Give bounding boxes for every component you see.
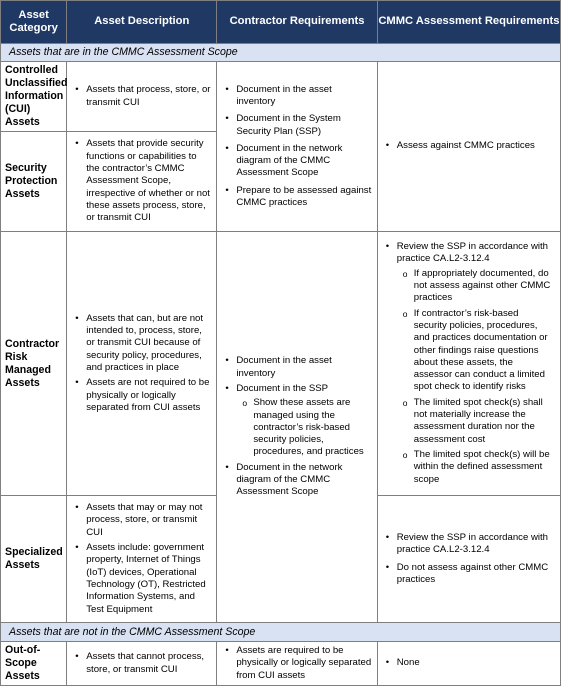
list-item-text: Review the SSP in accordance with practice CA.L2-3.12.4 xyxy=(396,241,549,265)
category-security-protection-assets: Security Protection Assets xyxy=(1,132,67,232)
category-contractor-risk-managed-assets: Contractor Risk Managed Assets xyxy=(1,232,67,496)
sub-list-item: o The limited spot check(s) will be within the defined assessment scope xyxy=(414,449,552,486)
table-row-contractor-risk-managed-assets xyxy=(1,232,561,496)
list-item: • None xyxy=(397,657,556,669)
sub-list-item: o Show these assets are managed using the contractor’s risk-based security policies, procedures, and practices xyxy=(253,397,368,458)
requirements-out-of-scope-assets xyxy=(217,642,377,686)
section-row-in-scope xyxy=(1,44,561,62)
sub-list-item: o The limited spot check(s) shall not materially increase the assessment duration nor the assessment cost xyxy=(414,397,552,446)
header-asset-category: Asset Category xyxy=(1,1,67,44)
assessment-contractor-risk-managed-assets xyxy=(377,232,560,496)
description-security-protection-assets xyxy=(67,132,217,232)
header-cmmc-assessment-requirements: CMMC Assessment Requirements xyxy=(377,1,560,44)
list-item: • Assess against CMMC practices xyxy=(397,140,556,152)
table-row-out-of-scope-assets xyxy=(1,642,561,686)
section-row-out-of-scope xyxy=(1,623,561,642)
assessment-in-scope xyxy=(377,62,560,232)
description-contractor-risk-managed-assets xyxy=(67,232,217,496)
description-specialized-assets xyxy=(67,496,217,623)
list-item: • Prepare to be assessed against CMMC practices xyxy=(236,185,372,210)
list-item: • Assets that cannot process, store, or transmit CUI xyxy=(86,651,212,676)
list-item: • Assets that can, but are not intended to, process, store, or transmit CUI because of security policy, procedures, and practices in place xyxy=(86,313,212,374)
requirements-in-scope xyxy=(217,62,377,232)
sub-list-item: o If appropriately documented, do not assess against other CMMC practices xyxy=(414,268,552,305)
header-asset-description: Asset Description xyxy=(67,1,217,44)
list-item: • Assets are not required to be physically or logically separated from CUI assets xyxy=(86,377,212,414)
list-item: • Do not assess against other CMMC practices xyxy=(397,562,556,587)
section-heading-out-of-scope: Assets that are not in the CMMC Assessment Scope xyxy=(1,623,561,642)
category-out-of-scope-assets: Out-of-Scope Assets xyxy=(1,642,67,686)
list-item: • Assets that process, store, or transmit CUI xyxy=(86,84,212,109)
category-specialized-assets: Specialized Assets xyxy=(1,496,67,623)
description-out-of-scope-assets xyxy=(67,642,217,686)
requirements-crma-specialized xyxy=(217,232,377,623)
list-item: • Assets that may or may not process, store, or transmit CUI xyxy=(86,502,212,539)
list-item: • Document in the network diagram of the CMMC Assessment Scope xyxy=(236,462,372,499)
list-item: • Document in the System Security Plan (SSP) xyxy=(236,113,372,138)
list-item: • Assets that provide security functions or capabilities to the contractor’s CMMC Assessment Scope, irrespective of whether or not these assets process, store, or transmit CUI xyxy=(86,138,212,224)
section-heading-in-scope: Assets that are in the CMMC Assessment Scope xyxy=(1,44,561,62)
list-item-text: Document in the SSP xyxy=(236,382,329,394)
assessment-specialized-assets xyxy=(377,496,560,623)
list-item: • Review the SSP in accordance with practice CA.L2-3.12.4 xyxy=(397,532,556,557)
list-item xyxy=(236,383,372,459)
list-item: • Assets are required to be physically or logically separated from CUI assets xyxy=(236,645,372,682)
list-item: • Document in the asset inventory xyxy=(236,84,372,109)
assessment-out-of-scope-assets xyxy=(377,642,560,686)
list-item: • Document in the asset inventory xyxy=(236,355,372,380)
list-item: • Document in the network diagram of the CMMC Assessment Scope xyxy=(236,143,372,180)
table-header-row xyxy=(1,1,561,44)
table-row-cui-assets xyxy=(1,62,561,132)
list-item: • Assets include: government property, Internet of Things (IoT) devices, Operational Technology (OT), Restricted Information Systems, and Test Equipment xyxy=(86,542,212,616)
category-cui-assets: Controlled Unclassified Information (CUI) Assets xyxy=(1,62,67,132)
list-item xyxy=(397,241,556,486)
description-cui-assets xyxy=(67,62,217,132)
header-contractor-requirements: Contractor Requirements xyxy=(217,1,377,44)
sub-list-item: o If contractor’s risk-based security policies, procedures, and practices documentation or other findings raise questions about these assets, the assessor can conduct a limited spot check to identify risks xyxy=(414,308,552,394)
